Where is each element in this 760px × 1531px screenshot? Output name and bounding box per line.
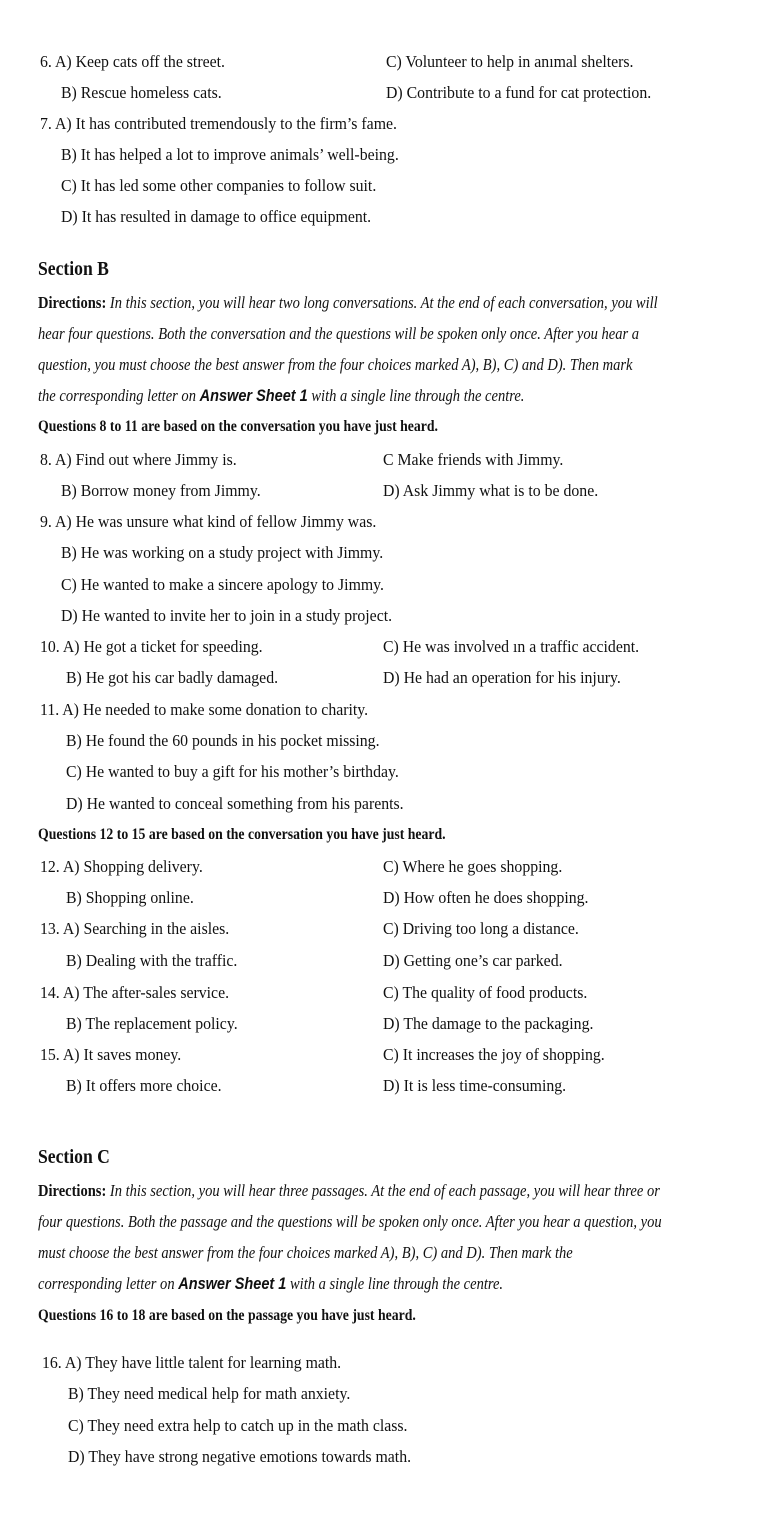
option-c: C) It increases the joy of shopping. (383, 1045, 605, 1064)
option-d: D) Contribute to a fund for cat protection. (386, 83, 652, 102)
option-c: C) Where he goes shopping. (383, 857, 563, 876)
directions-text: with a single line through the centre. (289, 1274, 504, 1293)
option-c: C) Driving too long a distance. (383, 919, 579, 938)
option-d: D) He wanted to conceal something from his parents. (66, 794, 404, 813)
question-13 (40, 919, 229, 939)
question-14 (40, 983, 229, 1003)
question-number: 8. (40, 450, 52, 469)
question-number: 16. (42, 1353, 62, 1372)
option-d: D) He wanted to invite her to join in a study project. (61, 606, 393, 625)
question-number: 12. (40, 857, 60, 876)
option-b: B) He got his car badly damaged. (66, 668, 279, 687)
option-c: C) It has led some other companies to follow suit. (61, 176, 377, 195)
question-6 (40, 52, 225, 72)
option-c: C) He was involved ın a traffic accident. (383, 637, 640, 656)
option-c: C) He wanted to make a sincere apology to Jimmy. (61, 575, 385, 594)
question-10 (40, 637, 263, 657)
option-d: D) How often he does shopping. (383, 888, 589, 907)
directions-text: In this section, you will hear three passages. At the end of each passage, you will hear three or (109, 1181, 660, 1200)
question-16 (42, 1353, 341, 1373)
question-group-heading: Questions 8 to 11 are based on the conversation you have just heard. (38, 418, 438, 435)
directions-text: four questions. Both the passage and the questions will be spoken only once. After you hear a question, you (38, 1212, 662, 1231)
option-d: D) Getting one’s car parked. (383, 951, 563, 970)
section-b-directions-line-2 (38, 324, 689, 344)
option-a: A) He got a ticket for speeding. (62, 637, 263, 656)
option-a: A) Find out where Jimmy is. (54, 450, 237, 469)
question-7 (40, 114, 397, 134)
directions-text: with a single line through the centre. (311, 386, 525, 405)
question-9 (40, 512, 376, 532)
section-c-directions-line-2 (38, 1212, 689, 1232)
option-a: A) It saves money. (62, 1045, 182, 1064)
option-d: D) They have strong negative emotions towards math. (68, 1447, 412, 1466)
option-b: B) Shopping online. (66, 888, 194, 907)
directions-text: question, you must choose the best answer from the four choices marked A), B), C) and D). Then mark (38, 355, 633, 374)
option-d: D) He had an operation for his injury. (383, 668, 621, 687)
option-b: B) It offers more choice. (66, 1076, 222, 1095)
directions-text: hear four questions. Both the conversation and the questions will be spoken only once. After you hear a (38, 324, 640, 343)
section-c-directions-line-1 (38, 1181, 689, 1201)
section-c-directions-line-4 (38, 1274, 689, 1294)
question-number: 6. (40, 52, 52, 71)
option-c: C Make friends with Jimmy. (383, 450, 564, 469)
option-d: D) Ask Jimmy what is to be done. (383, 481, 599, 500)
section-c-title: Section C (38, 1146, 110, 1168)
option-a: A) Keep cats off the street. (54, 52, 225, 71)
question-12 (40, 857, 203, 877)
option-a: A) He needed to make some donation to charity. (62, 700, 369, 719)
option-a: A) It has contributed tremendously to the firm’s fame. (54, 114, 397, 133)
option-a: A) They have little talent for learning math. (64, 1353, 342, 1372)
option-d: D) It is less time-consuming. (383, 1076, 567, 1095)
question-number: 15. (40, 1045, 60, 1064)
question-number: 10. (40, 637, 60, 656)
option-b: B) The replacement policy. (66, 1014, 238, 1033)
question-11 (40, 700, 368, 720)
option-b: B) He found the 60 pounds in his pocket missing. (66, 731, 380, 750)
answer-sheet-label: Answer Sheet 1 (199, 387, 308, 405)
question-15 (40, 1045, 181, 1065)
question-group-heading: Questions 16 to 18 are based on the passage you have just heard. (38, 1307, 416, 1324)
answer-sheet-label: Answer Sheet 1 (178, 1275, 287, 1293)
option-b: B) It has helped a lot to improve animals’ well-being. (61, 145, 399, 164)
option-b: B) Rescue homeless cats. (61, 83, 222, 102)
option-a: A) He was unsure what kind of fellow Jimmy was. (54, 512, 377, 531)
question-8 (40, 450, 237, 470)
section-b-title: Section B (38, 258, 109, 280)
question-group-heading: Questions 12 to 15 are based on the conversation you have just heard. (38, 826, 446, 843)
directions-text: must choose the best answer from the four choices marked A), B), C) and D). Then mark the (38, 1243, 573, 1262)
option-c: C) Volunteer to help in anımal shelters. (386, 52, 634, 71)
section-b-directions-line-3 (38, 355, 689, 375)
option-c: C) They need extra help to catch up in the math class. (68, 1416, 408, 1435)
directions-label: Directions: (38, 293, 107, 312)
directions-text: the corresponding letter on (38, 386, 196, 405)
option-b: B) He was working on a study project with Jimmy. (61, 543, 384, 562)
option-a: A) Searching in the aisles. (62, 919, 230, 938)
question-number: 9. (40, 512, 52, 531)
option-c: C) The quality of food products. (383, 983, 588, 1002)
option-b: B) Borrow money from Jimmy. (61, 481, 261, 500)
section-b-directions-line-4 (38, 386, 689, 406)
directions-label: Directions: (38, 1181, 107, 1200)
option-d: D) It has resulted in damage to office equipment. (61, 207, 372, 226)
section-b-directions-line-1 (38, 293, 689, 313)
question-number: 13. (40, 919, 60, 938)
option-a: A) Shopping delivery. (62, 857, 203, 876)
question-number: 14. (40, 983, 60, 1002)
directions-text: In this section, you will hear two long conversations. At the end of each conversation, you will (109, 293, 658, 312)
option-b: B) Dealing with the traffic. (66, 951, 238, 970)
option-c: C) He wanted to buy a gift for his mother’s birthday. (66, 762, 399, 781)
question-number: 7. (40, 114, 52, 133)
section-c-directions-line-3 (38, 1243, 689, 1263)
option-b: B) They need medical help for math anxiety. (68, 1384, 351, 1403)
question-number: 11. (40, 700, 60, 719)
directions-text: corresponding letter on (38, 1274, 175, 1293)
option-a: A) The after-sales service. (62, 983, 230, 1002)
option-d: D) The damage to the packaging. (383, 1014, 594, 1033)
